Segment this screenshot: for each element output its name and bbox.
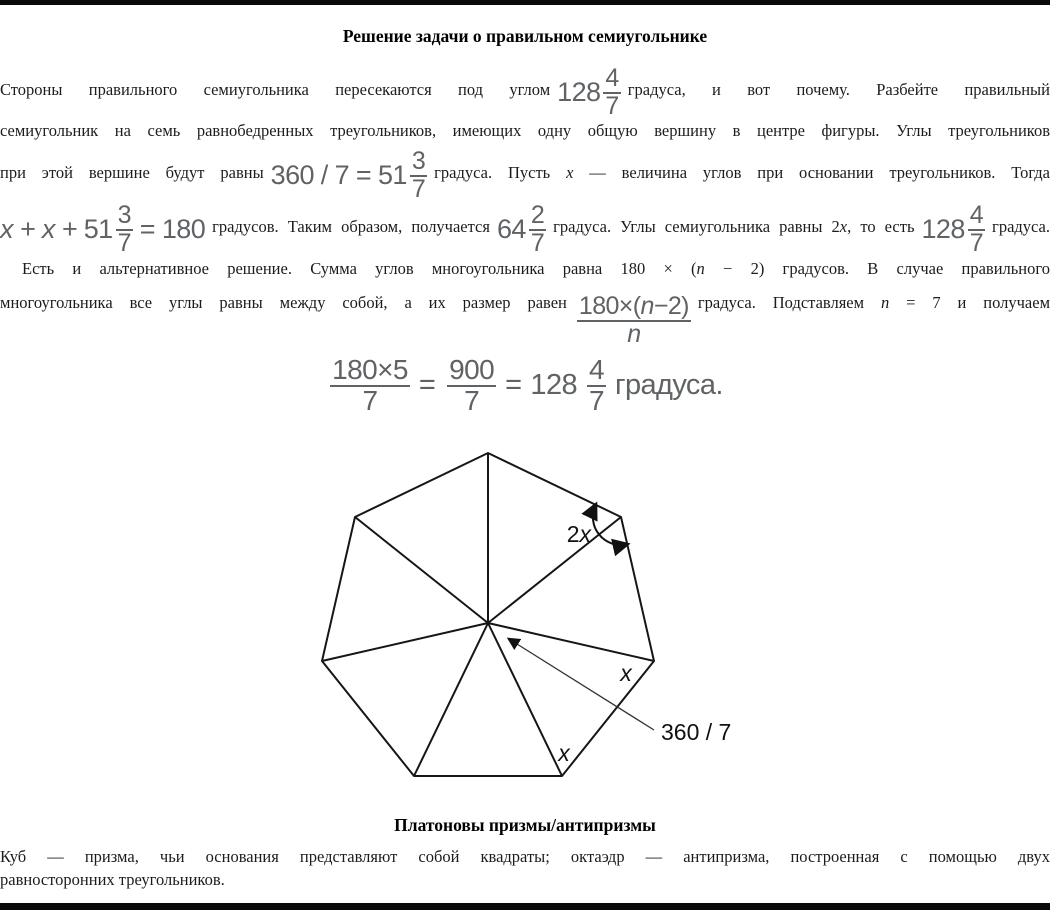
p1-line2 — [0, 120, 1050, 141]
formula-64-2-7 — [497, 203, 546, 256]
fraction-denominator: 7 — [117, 228, 131, 257]
p3-line2 — [0, 869, 1050, 890]
fraction-denominator: 7 — [589, 384, 604, 416]
p2-line1 — [0, 258, 1050, 279]
display-formula — [0, 356, 1050, 415]
formula-whole: 128 — [530, 369, 578, 402]
p1-line4 — [0, 203, 1050, 256]
fraction-numerator: 4 — [969, 201, 984, 229]
text-run: равносторонних треугольников. — [0, 870, 225, 889]
p1-line1 — [0, 66, 1050, 119]
fraction — [447, 356, 496, 415]
text-run: градуса. Углы семиугольника равны 2 — [553, 217, 840, 236]
formula-whole: 128 — [557, 77, 601, 107]
text-run: при этой вершине будут равны — [0, 163, 264, 182]
heptagon-outline — [322, 453, 654, 776]
text-run: , то есть — [847, 217, 915, 236]
fraction — [116, 203, 133, 256]
text-run: градуса. Пусть — [434, 163, 567, 182]
formula-360-7-51-3-7 — [271, 149, 427, 202]
fraction-numerator: 4 — [589, 354, 604, 385]
formula-whole: 64 — [496, 214, 526, 244]
text-run: градуса. — [992, 217, 1050, 236]
text-run: градуса, и вот почему. Разбейте правильный — [627, 80, 1050, 99]
variable-n: n — [640, 292, 654, 320]
label-x-right: x — [620, 660, 632, 686]
numerator-post: −2) — [653, 292, 689, 320]
fraction-denominator: n — [627, 319, 641, 348]
text-run: − 2) градусов. В случае правильного — [704, 259, 1050, 278]
formula-number: 51 — [83, 214, 113, 244]
fraction-numerator: 4 — [605, 64, 619, 92]
top-rule — [0, 0, 1050, 5]
label-x-bottom: x — [558, 740, 570, 766]
text-run: семиугольник на семь равнобедренных треугольников, имеющих одну общую вершину в центре фигуры. Углы треугольников — [0, 121, 1050, 140]
variable-n: n — [696, 259, 705, 278]
text-run: градусов. Таким образом, получается — [212, 217, 490, 236]
section2-title: Платоновы призмы/антипризмы — [394, 815, 656, 835]
fraction — [529, 203, 546, 256]
formula-text: 360 / 7 = 51 — [270, 160, 407, 190]
equals-sign: = — [418, 369, 436, 402]
text-run: Куб — призма, чьи основания представляют собой квадраты; октаэдр — антипризма, построенная с помощью двух — [0, 847, 1050, 866]
formula-128-4-7-b — [921, 203, 985, 256]
equals-sign: = — [505, 369, 522, 402]
text-run: — величина углов при основании треугольников. Тогда — [573, 163, 1050, 182]
numerator-pre: 180×( — [578, 292, 641, 320]
formula-whole: 128 — [921, 214, 965, 244]
fraction — [330, 356, 410, 415]
fraction-numerator: 180×5 — [332, 354, 408, 385]
formula-x-x-51-3-7-180 — [0, 203, 205, 256]
fraction-denominator: 7 — [464, 384, 480, 416]
fraction — [577, 294, 691, 347]
variable-x: x — [566, 163, 574, 182]
fraction-numerator: 900 — [449, 354, 495, 385]
label-360-7: 360 / 7 — [661, 719, 732, 745]
formula-result: = 180 — [132, 214, 206, 244]
fraction — [587, 356, 606, 415]
fraction — [603, 66, 620, 119]
variable-n: n — [880, 293, 890, 312]
p1-line3 — [0, 149, 1050, 202]
fraction-denominator: 7 — [362, 384, 378, 416]
p3-line1 — [0, 846, 1050, 867]
fraction-denominator: 7 — [605, 91, 619, 120]
bottom-rule — [0, 903, 1050, 910]
section1-title: Решение задачи о правильном семиугольнике — [342, 26, 708, 46]
variable-x: x — [839, 217, 848, 236]
fraction — [410, 149, 427, 202]
center-pointer-arrow — [509, 639, 654, 730]
label-2x: 2x — [566, 521, 591, 547]
fraction-numerator: 3 — [117, 201, 131, 229]
text-run: многоугольника все углы равны между собой, а их размер равен — [0, 293, 567, 312]
text-run: = 7 и получаем — [889, 293, 1050, 312]
fraction-denominator: 7 — [530, 228, 545, 257]
fraction-denominator: 7 — [969, 228, 984, 257]
fraction-denominator: 7 — [411, 174, 426, 203]
text-run: Есть и альтернативное решение. Сумма углов многоугольника равна 180 × ( — [22, 259, 697, 278]
unit-label: градуса. — [615, 369, 723, 402]
formula-vars: x + x + — [0, 214, 84, 244]
text-run: градуса. Подставляем — [697, 293, 881, 312]
text-run: Стороны правильного семиугольника пересекаются под углом — [0, 80, 551, 99]
fraction-numerator: 3 — [411, 147, 426, 175]
formula-128-4-7 — [557, 66, 621, 119]
fraction-numerator: 2 — [530, 201, 545, 229]
p2-line2 — [0, 292, 1050, 347]
fraction-numerator — [577, 294, 691, 322]
fraction — [968, 203, 985, 256]
heptagon-figure — [0, 440, 1050, 810]
formula-180-n-2-over-n — [574, 294, 691, 347]
